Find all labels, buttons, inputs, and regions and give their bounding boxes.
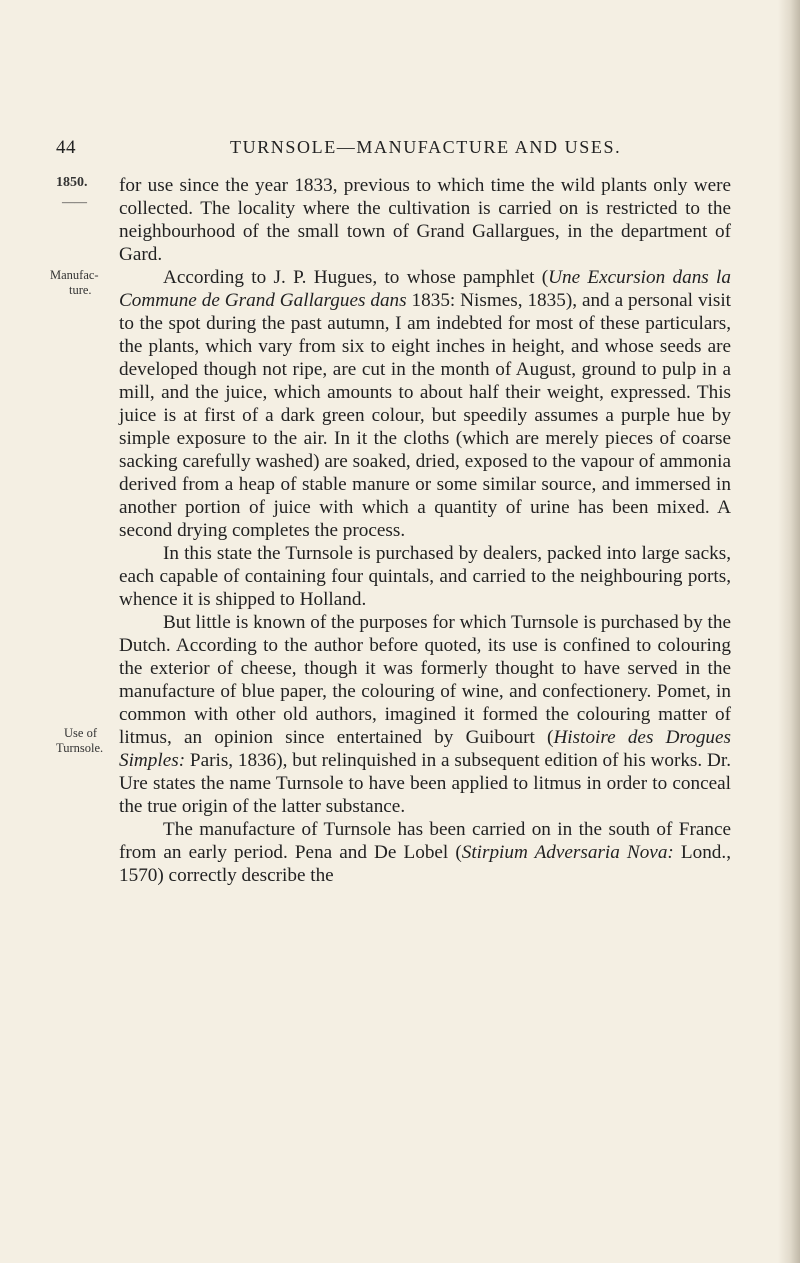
- paragraph-4-text-b: Paris, 1836), but relinquished in a subsequent edition of his works. Dr. Ure states the name Turnsole to have been applied to litmus in order to conceal the true origin of the latter substance.: [119, 750, 731, 817]
- paragraph-2-italic-title: Une Excursion dans la Commune de Grand Gallargues dans: [119, 267, 731, 311]
- paragraph-5: [119, 818, 731, 887]
- margin-note-manufacture: [50, 268, 99, 298]
- margin-note-manufacture-line-1: Manufac-: [50, 268, 99, 282]
- paragraph-4: [119, 611, 731, 818]
- page-edge-shadow: [778, 0, 800, 1263]
- paragraph-4-italic-title: Histoire des Drogues Simples:: [119, 727, 731, 771]
- running-title: TURNSOLE—MANUFACTURE AND USES.: [230, 137, 622, 157]
- paragraph-5-text-b: Lond., 1570) correctly describe the: [119, 842, 731, 886]
- paragraph-3: In this state the Turnsole is purchased by dealers, packed into large sacks, each capable of containing four quintals, and carried to the neighbouring ports, whence it is shipped to Holland.: [119, 543, 731, 610]
- page-number: 44: [56, 137, 76, 158]
- paragraph-5-text-a: The manufacture of Turnsole has been carried on in the south of France from an early period. Pena and De Lobel (: [119, 819, 731, 863]
- paragraph-5-italic-title: Stirpium Adversaria Nova:: [461, 842, 674, 863]
- paragraph-4-text-a: But little is known of the purposes for which Turnsole is purchased by the Dutch. According to the author before quoted, its use is confined to colouring the exterior of cheese, though it was formerly thought to have served in the manufacture of blue paper, the colouring of wine, and confectionery. Pomet, in common with other old authors, imagined it formed the colouring matter of litmus, an opinion since entertained by Guibourt (: [119, 612, 731, 748]
- paragraph-1: for use since the year 1833, previous to which time the wild plants only were collected. The locality where the cultivation is carried on is restricted to the neighbourhood of the small town of Grand Gallargues, in the department of Gard.: [119, 175, 731, 265]
- paragraph-2: [119, 266, 731, 542]
- margin-note-manufacture-line-2: ture.: [69, 283, 92, 297]
- margin-note-dash: ——: [62, 195, 87, 209]
- paragraph-2-text-b: 1835: Nismes, 1835), and a personal visit to the spot during the past autumn, I am indebted for most of these particulars, the plants, which vary from six to eight inches in height, and whose seeds are developed though not ripe, are cut in the month of August, ground to pulp in a mill, and the juice, which amounts to about half their weight, expressed. This juice is at first of a dark green colour, but speedily assumes a purple hue by simple exposure to the air. In it the cloths (which are merely pieces of coarse sacking carefully washed) are soaked, dried, exposed to the vapour of ammonia derived from a heap of stable manure or some similar source, and immersed in another portion of juice with which a quantity of urine has been mixed. A second drying completes the process.: [119, 290, 731, 541]
- margin-note-use: [56, 726, 103, 756]
- margin-note-use-line-1: Use of: [64, 726, 97, 740]
- margin-note-year: 1850.: [56, 175, 88, 190]
- paragraph-2-text-a: According to J. P. Hugues, to whose pamphlet (: [163, 267, 549, 288]
- body-text: [119, 174, 731, 887]
- margin-note-use-line-2: Turnsole.: [56, 741, 104, 755]
